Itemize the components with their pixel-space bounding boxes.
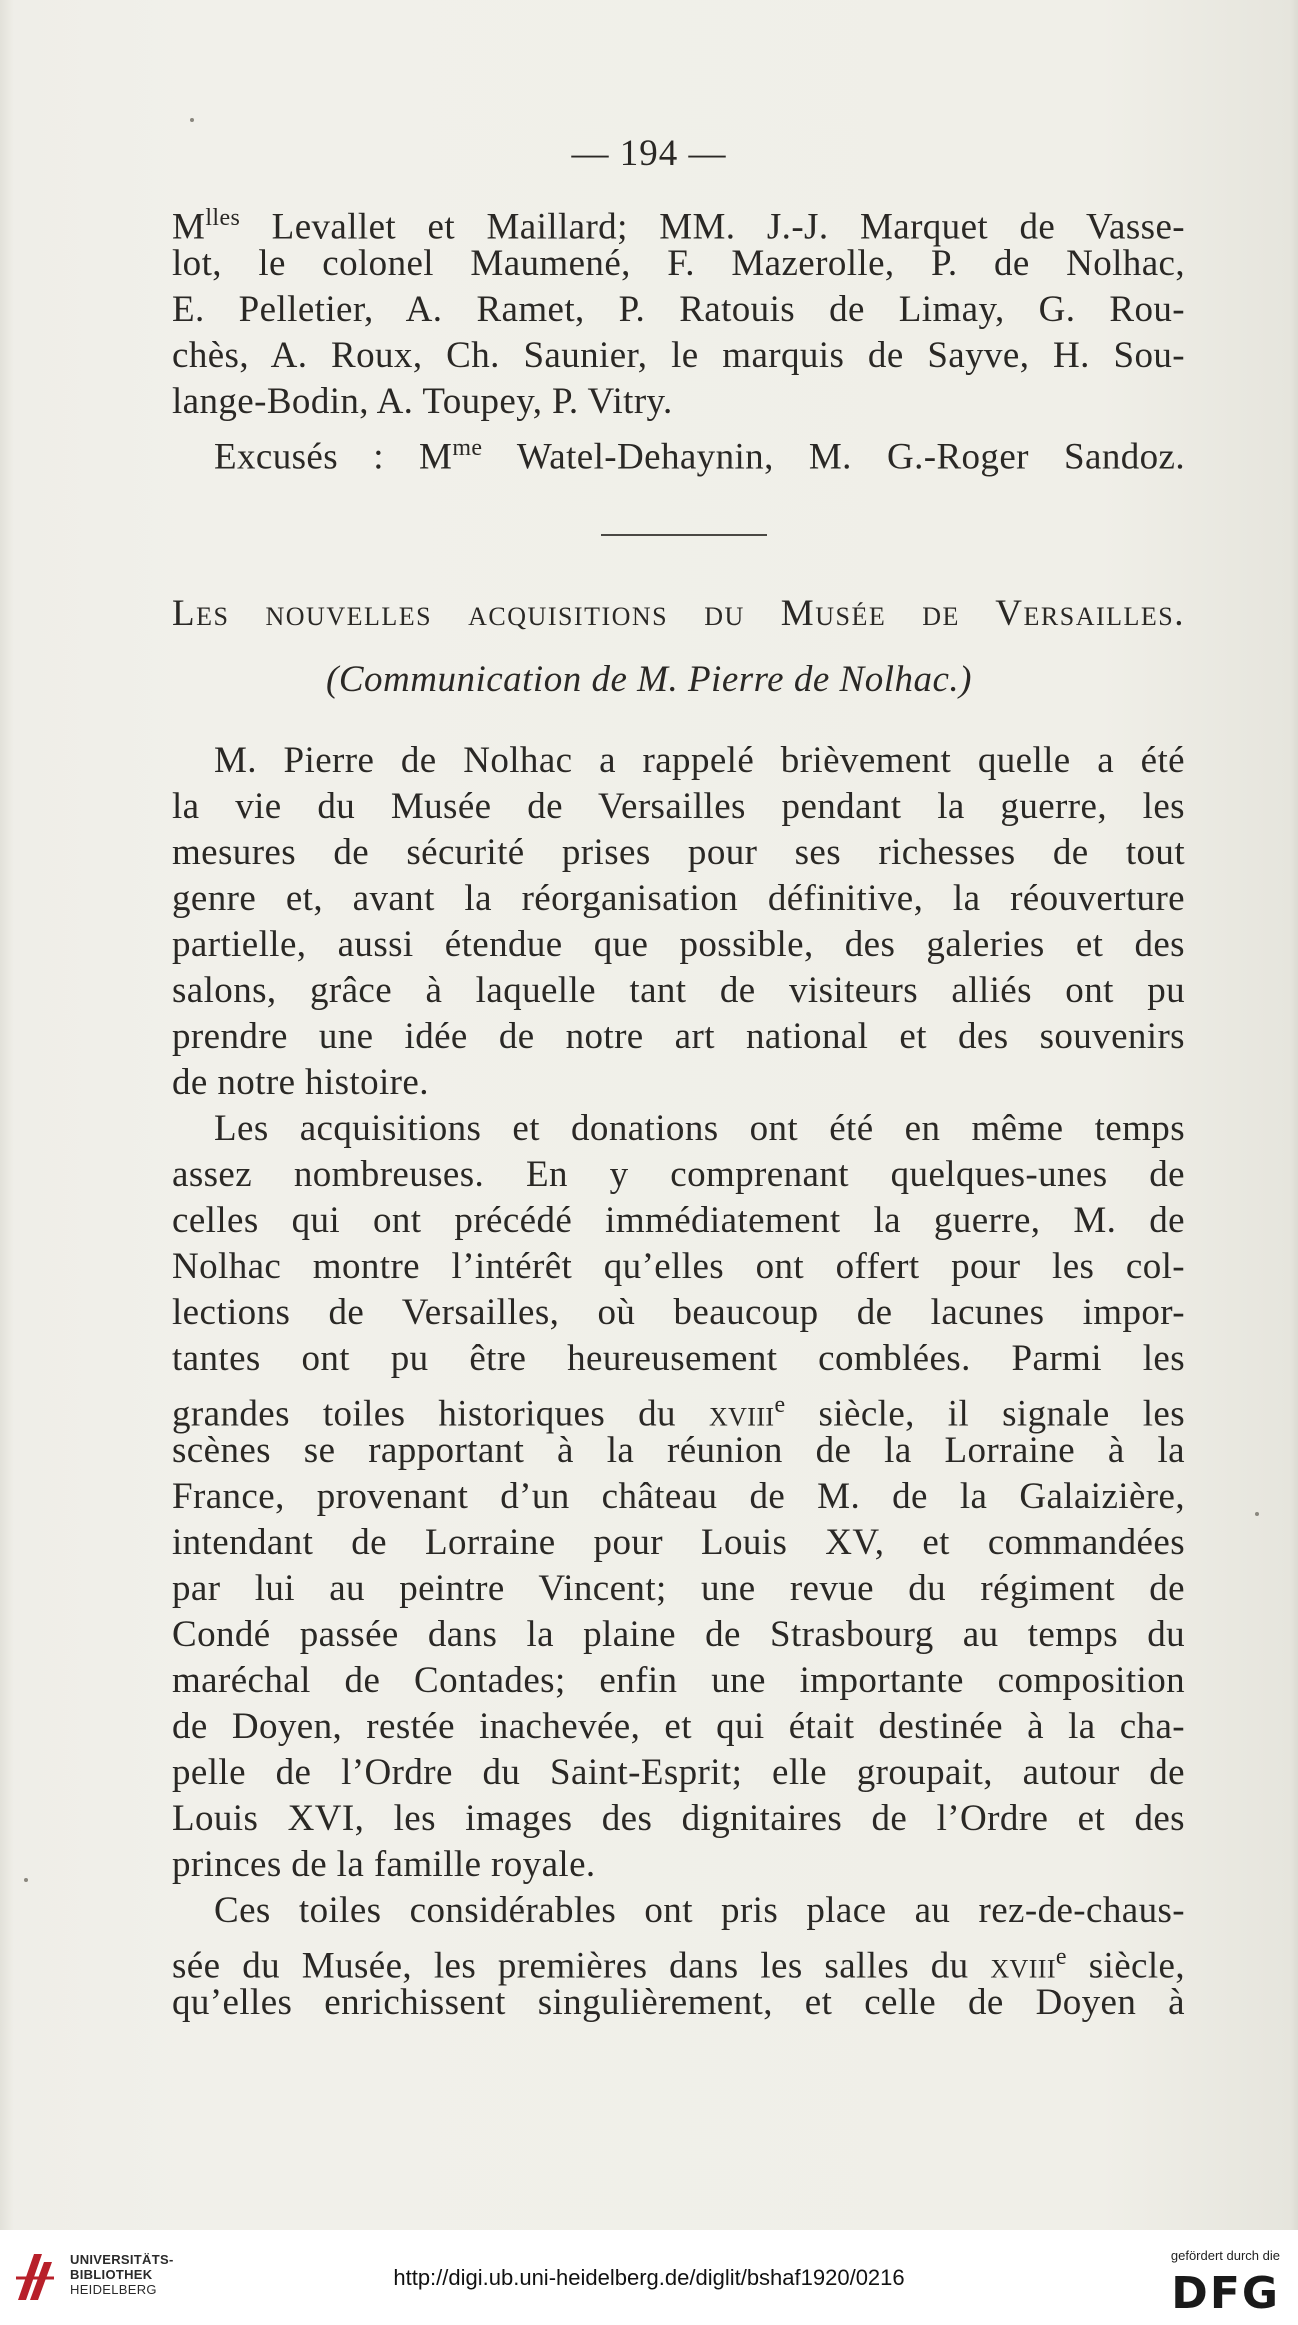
text-line: qu’elles enrichissent singulièrement, et celle de Doyen à (172, 1982, 1185, 2023)
text-line: partielle, aussi étendue que possible, des galeries et des (172, 924, 1185, 965)
text-line: grandes toiles historiques du xviii$^e$ siècle, il signale les (172, 1392, 1185, 1435)
body-text (172, 738, 1185, 2026)
text-line: par lui au peintre Vincent; une revue du régiment de (172, 1568, 1185, 1609)
text-line: de Doyen, restée inachevée, et qui était destinée à la cha- (172, 1706, 1185, 1747)
text-line: genre et, avant la réorganisation définitive, la réouverture (172, 878, 1185, 919)
text-line: tantes ont pu être heureusement comblées. Parmi les (172, 1338, 1185, 1379)
section-subheading: (Communication de M. Pierre de Nolhac.) (326, 659, 972, 700)
text-line: Condé passée dans la plaine de Strasbourg au temps du (172, 1614, 1185, 1655)
text-line: princes de la famille royale. (172, 1844, 596, 1885)
funded-by-label: gefördert durch die (1170, 2248, 1280, 2263)
library-name: UNIVERSITÄTS- BIBLIOTHEK HEIDELBERG (70, 2252, 174, 2297)
text-line: Les acquisitions et donations ont été en même temps (214, 1108, 1185, 1149)
text-line: lections de Versailles, où beaucoup de lacunes impor- (172, 1292, 1185, 1333)
attendee-list (172, 195, 1185, 478)
text-line: scènes se rapportant à la réunion de la Lorraine à la (172, 1430, 1185, 1471)
text-line: M. Pierre de Nolhac a rappelé brièvement quelle a été (214, 740, 1185, 781)
text-line: mesures de sécurité prises pour ses richesses de tout (172, 832, 1185, 873)
section-heading: Les nouvelles acquisitions du Musée de Versailles. (172, 593, 1185, 634)
text-line: E. Pelletier, A. Ramet, P. Ratouis de Limay, G. Rou- (172, 289, 1185, 330)
text-line: lot, le colonel Maumené, F. Mazerolle, P. de Nolhac, (172, 243, 1185, 284)
excused-line: Excusés : $M^{me}$ Watel-Dehaynin, M. G.-Roger Sandoz. (214, 435, 1185, 478)
text-line: chès, A. Roux, Ch. Saunier, le marquis de Sayve, H. Sou- (172, 335, 1185, 376)
text-line: de notre histoire. (172, 1062, 429, 1103)
text-line: intendant de Lorraine pour Louis XV, et commandées (172, 1522, 1185, 1563)
paper-speck (1255, 1512, 1259, 1516)
text-line: celles qui ont précédé immédiatement la guerre, M. de (172, 1200, 1185, 1241)
text-line: salons, grâce à laquelle tant de visiteurs alliés ont pu (172, 970, 1185, 1011)
section-divider (601, 534, 767, 536)
digitization-footer (0, 2230, 1298, 2325)
text-line: Nolhac montre l’intérêt qu’elles ont offert pour les col- (172, 1246, 1185, 1287)
text-line: France, provenant d’un château de M. de la Galaizière, (172, 1476, 1185, 1517)
dfg-logo: DFG (1171, 2268, 1280, 2319)
page-number: — 194 — (571, 133, 727, 174)
text-line: lange-Bodin, A. Toupey, P. Vitry. (172, 381, 673, 422)
text-line: Ces toiles considérables ont pris place au rez-de-chaus- (214, 1890, 1185, 1931)
text-line: sée du Musée, les premières dans les salles du xviii$^e$ siècle, (172, 1944, 1185, 1987)
paper-speck (190, 118, 194, 122)
source-url[interactable]: http://digi.ub.uni-heidelberg.de/diglit/bshaf1920/0216 (393, 2265, 905, 2290)
text-line: prendre une idée de notre art national et des souvenirs (172, 1016, 1185, 1057)
text-line: Louis XVI, les images des dignitaires de l’Ordre et des (172, 1798, 1185, 1839)
text-line: la vie du Musée de Versailles pendant la guerre, les (172, 786, 1185, 827)
text-line: $M^{lles}$ Levallet et Maillard; MM. J.-J. Marquet de Vasse- (172, 205, 1185, 248)
paper-speck (24, 1878, 28, 1882)
text-line: maréchal de Contades; enfin une importante composition (172, 1660, 1185, 1701)
text-line: assez nombreuses. En y comprenant quelques-unes de (172, 1154, 1185, 1195)
text-line: pelle de l’Ordre du Saint-Esprit; elle groupait, autour de (172, 1752, 1185, 1793)
